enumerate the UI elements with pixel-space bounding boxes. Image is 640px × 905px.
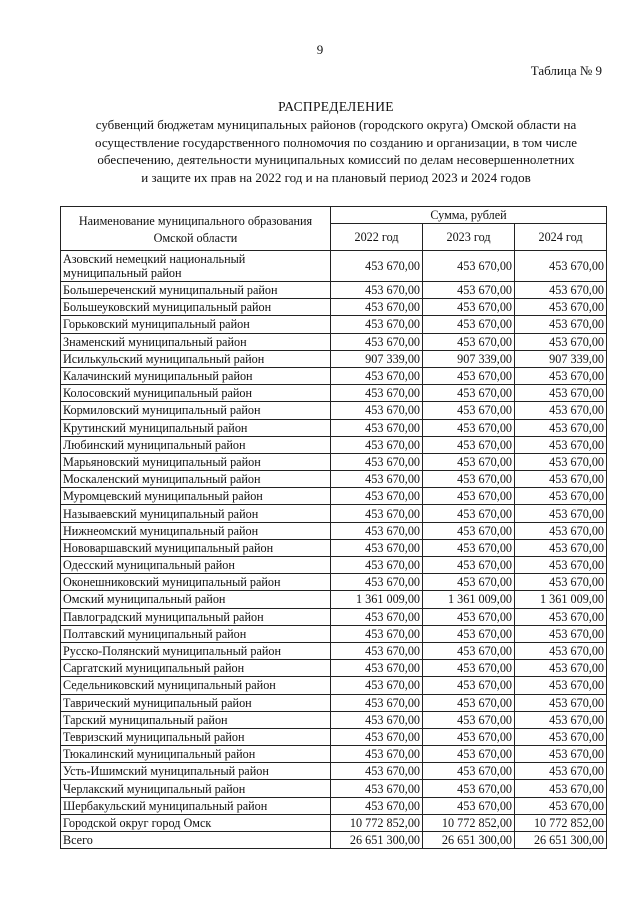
amount-2024: 453 670,00 bbox=[515, 402, 607, 419]
table-row bbox=[61, 763, 607, 780]
amount-2023: 10 772 852,00 bbox=[423, 814, 515, 831]
amount-2022: 453 670,00 bbox=[331, 333, 423, 350]
amount-2022: 453 670,00 bbox=[331, 488, 423, 505]
municipality-name: Большеуковский муниципальный район bbox=[61, 299, 331, 316]
table-row bbox=[61, 642, 607, 659]
amount-2023: 453 670,00 bbox=[423, 282, 515, 299]
amount-2023: 453 670,00 bbox=[423, 385, 515, 402]
amount-2022: 453 670,00 bbox=[331, 471, 423, 488]
table-row bbox=[61, 746, 607, 763]
page-number: 9 bbox=[316, 42, 324, 57]
amount-2024: 453 670,00 bbox=[515, 763, 607, 780]
amount-2024: 453 670,00 bbox=[515, 711, 607, 728]
amount-2022: 453 670,00 bbox=[331, 642, 423, 659]
municipality-name: Большереченский муниципальный район bbox=[61, 282, 331, 299]
table-row bbox=[61, 677, 607, 694]
amount-2023: 453 670,00 bbox=[423, 557, 515, 574]
municipality-name: Знаменский муниципальный район bbox=[61, 333, 331, 350]
amount-2023: 453 670,00 bbox=[423, 251, 515, 282]
table-row bbox=[61, 251, 607, 282]
table-row bbox=[61, 367, 607, 384]
table-row bbox=[61, 625, 607, 642]
amount-2022: 453 670,00 bbox=[331, 282, 423, 299]
municipality-name: Таврический муниципальный район bbox=[61, 694, 331, 711]
municipality-name: Оконешниковский муниципальный район bbox=[61, 574, 331, 591]
amount-2022: 453 670,00 bbox=[331, 453, 423, 470]
amount-2024: 453 670,00 bbox=[515, 557, 607, 574]
amount-2023: 453 670,00 bbox=[423, 522, 515, 539]
table-row bbox=[61, 728, 607, 745]
table-row bbox=[61, 453, 607, 470]
amount-2023: 453 670,00 bbox=[423, 608, 515, 625]
header-year-2024: 2024 год bbox=[515, 224, 607, 251]
amount-2024: 453 670,00 bbox=[515, 299, 607, 316]
subtitle-line: обеспечению, деятельности муниципальных комиссий по делам несовершеннолетних bbox=[97, 152, 575, 167]
table-row bbox=[61, 350, 607, 367]
municipality-name: Марьяновский муниципальный район bbox=[61, 453, 331, 470]
distribution-table bbox=[60, 206, 607, 849]
municipality-name: Тевризский муниципальный район bbox=[61, 728, 331, 745]
table-row bbox=[61, 299, 607, 316]
amount-2024: 453 670,00 bbox=[515, 797, 607, 814]
amount-2022: 453 670,00 bbox=[331, 625, 423, 642]
amount-2022: 453 670,00 bbox=[331, 711, 423, 728]
municipality-name: Омский муниципальный район bbox=[61, 591, 331, 608]
amount-2023: 453 670,00 bbox=[423, 367, 515, 384]
table-row bbox=[61, 385, 607, 402]
amount-2022: 453 670,00 bbox=[331, 574, 423, 591]
amount-2022: 453 670,00 bbox=[331, 419, 423, 436]
amount-2023: 453 670,00 bbox=[423, 471, 515, 488]
municipality-name: Горьковский муниципальный район bbox=[61, 316, 331, 333]
municipality-name: Седельниковский муниципальный район bbox=[61, 677, 331, 694]
amount-2024: 453 670,00 bbox=[515, 488, 607, 505]
amount-2024: 453 670,00 bbox=[515, 453, 607, 470]
table-row bbox=[61, 780, 607, 797]
amount-2023: 453 670,00 bbox=[423, 488, 515, 505]
table-row bbox=[61, 832, 607, 849]
amount-2023: 453 670,00 bbox=[423, 660, 515, 677]
amount-2024: 453 670,00 bbox=[515, 574, 607, 591]
table-row bbox=[61, 591, 607, 608]
amount-2022: 453 670,00 bbox=[331, 660, 423, 677]
subtitle-line: осуществление государственного полномочия по созданию и организации, в том числе bbox=[95, 134, 577, 150]
table-row bbox=[61, 557, 607, 574]
document-title: РАСПРЕДЕЛЕНИЕ bbox=[278, 99, 394, 114]
municipality-name: Муромцевский муниципальный район bbox=[61, 488, 331, 505]
amount-2022: 907 339,00 bbox=[331, 350, 423, 367]
amount-2023: 453 670,00 bbox=[423, 797, 515, 814]
header-year-2023: 2023 год bbox=[423, 224, 515, 251]
municipality-name: Нижнеомский муниципальный район bbox=[61, 522, 331, 539]
amount-2024: 453 670,00 bbox=[515, 385, 607, 402]
table-row bbox=[61, 419, 607, 436]
table-row bbox=[61, 402, 607, 419]
amount-2023: 453 670,00 bbox=[423, 677, 515, 694]
amount-2023: 453 670,00 bbox=[423, 642, 515, 659]
amount-2024: 453 670,00 bbox=[515, 471, 607, 488]
amount-2022: 453 670,00 bbox=[331, 608, 423, 625]
amount-2023: 453 670,00 bbox=[423, 539, 515, 556]
amount-2023: 453 670,00 bbox=[423, 728, 515, 745]
amount-2022: 26 651 300,00 bbox=[331, 832, 423, 849]
municipality-name: Черлакский муниципальный район bbox=[61, 780, 331, 797]
amount-2024: 453 670,00 bbox=[515, 505, 607, 522]
amount-2022: 453 670,00 bbox=[331, 763, 423, 780]
amount-2022: 453 670,00 bbox=[331, 299, 423, 316]
amount-2023: 453 670,00 bbox=[423, 574, 515, 591]
header-sum: Сумма, рублей bbox=[331, 207, 607, 224]
municipality-name: Тарский муниципальный район bbox=[61, 711, 331, 728]
municipality-name: Азовский немецкий национальный муниципальный район bbox=[61, 251, 331, 282]
amount-2023: 453 670,00 bbox=[423, 505, 515, 522]
municipality-name: Любинский муниципальный район bbox=[61, 436, 331, 453]
table-row bbox=[61, 471, 607, 488]
table-row bbox=[61, 488, 607, 505]
amount-2023: 453 670,00 bbox=[423, 763, 515, 780]
amount-2024: 453 670,00 bbox=[515, 539, 607, 556]
amount-2023: 453 670,00 bbox=[423, 402, 515, 419]
amount-2024: 10 772 852,00 bbox=[515, 814, 607, 831]
amount-2023: 453 670,00 bbox=[423, 453, 515, 470]
table-row bbox=[61, 711, 607, 728]
amount-2022: 453 670,00 bbox=[331, 367, 423, 384]
table-body bbox=[61, 251, 607, 849]
amount-2024: 453 670,00 bbox=[515, 660, 607, 677]
municipality-name: Всего bbox=[61, 832, 331, 849]
amount-2024: 1 361 009,00 bbox=[515, 591, 607, 608]
amount-2024: 453 670,00 bbox=[515, 642, 607, 659]
municipality-name: Крутинский муниципальный район bbox=[61, 419, 331, 436]
subtitle-line: субвенций бюджетам муниципальных районов (городского округа) Омской области на bbox=[95, 117, 577, 132]
amount-2023: 907 339,00 bbox=[423, 350, 515, 367]
municipality-name: Усть-Ишимский муниципальный район bbox=[61, 763, 331, 780]
amount-2024: 453 670,00 bbox=[515, 251, 607, 282]
amount-2022: 453 670,00 bbox=[331, 385, 423, 402]
document-subtitle bbox=[60, 116, 612, 186]
amount-2024: 453 670,00 bbox=[515, 419, 607, 436]
amount-2024: 453 670,00 bbox=[515, 436, 607, 453]
header-name: Наименование муниципального образования Омской области bbox=[61, 207, 331, 251]
amount-2024: 453 670,00 bbox=[515, 677, 607, 694]
amount-2023: 1 361 009,00 bbox=[423, 591, 515, 608]
amount-2024: 453 670,00 bbox=[515, 746, 607, 763]
amount-2024: 453 670,00 bbox=[515, 522, 607, 539]
amount-2022: 453 670,00 bbox=[331, 797, 423, 814]
table-row bbox=[61, 797, 607, 814]
municipality-name: Кормиловский муниципальный район bbox=[61, 402, 331, 419]
amount-2022: 453 670,00 bbox=[331, 505, 423, 522]
table-row bbox=[61, 814, 607, 831]
amount-2022: 453 670,00 bbox=[331, 780, 423, 797]
amount-2022: 453 670,00 bbox=[331, 522, 423, 539]
municipality-name: Москаленский муниципальный район bbox=[61, 471, 331, 488]
amount-2023: 453 670,00 bbox=[423, 694, 515, 711]
amount-2023: 453 670,00 bbox=[423, 625, 515, 642]
subtitle-line: и защите их прав на 2022 год и на плановый период 2023 и 2024 годов bbox=[141, 169, 531, 185]
municipality-name: Колосовский муниципальный район bbox=[61, 385, 331, 402]
amount-2024: 453 670,00 bbox=[515, 367, 607, 384]
amount-2024: 453 670,00 bbox=[515, 625, 607, 642]
amount-2022: 10 772 852,00 bbox=[331, 814, 423, 831]
table-row bbox=[61, 436, 607, 453]
header-year-2022: 2022 год bbox=[331, 224, 423, 251]
amount-2023: 453 670,00 bbox=[423, 419, 515, 436]
municipality-name: Городской округ город Омск bbox=[61, 814, 331, 831]
municipality-name: Шербакульский муниципальный район bbox=[61, 797, 331, 814]
amount-2022: 453 670,00 bbox=[331, 677, 423, 694]
amount-2022: 1 361 009,00 bbox=[331, 591, 423, 608]
amount-2022: 453 670,00 bbox=[331, 728, 423, 745]
amount-2022: 453 670,00 bbox=[331, 557, 423, 574]
table-row bbox=[61, 694, 607, 711]
amount-2024: 453 670,00 bbox=[515, 333, 607, 350]
amount-2024: 26 651 300,00 bbox=[515, 832, 607, 849]
municipality-name: Полтавский муниципальный район bbox=[61, 625, 331, 642]
amount-2023: 26 651 300,00 bbox=[423, 832, 515, 849]
table-row bbox=[61, 608, 607, 625]
amount-2024: 453 670,00 bbox=[515, 780, 607, 797]
municipality-name: Нововаршавский муниципальный район bbox=[61, 539, 331, 556]
amount-2023: 453 670,00 bbox=[423, 436, 515, 453]
municipality-name: Русско-Полянский муниципальный район bbox=[61, 642, 331, 659]
amount-2024: 453 670,00 bbox=[515, 694, 607, 711]
table-row bbox=[61, 282, 607, 299]
municipality-name: Саргатский муниципальный район bbox=[61, 660, 331, 677]
amount-2024: 453 670,00 bbox=[515, 608, 607, 625]
amount-2022: 453 670,00 bbox=[331, 694, 423, 711]
municipality-name: Исилькульский муниципальный район bbox=[61, 350, 331, 367]
amount-2022: 453 670,00 bbox=[331, 402, 423, 419]
table-row bbox=[61, 505, 607, 522]
amount-2024: 453 670,00 bbox=[515, 728, 607, 745]
amount-2022: 453 670,00 bbox=[331, 251, 423, 282]
table-row bbox=[61, 316, 607, 333]
amount-2023: 453 670,00 bbox=[423, 333, 515, 350]
municipality-name: Калачинский муниципальный район bbox=[61, 367, 331, 384]
amount-2023: 453 670,00 bbox=[423, 746, 515, 763]
municipality-name: Называевский муниципальный район bbox=[61, 505, 331, 522]
table-label: Таблица № 9 bbox=[530, 63, 602, 78]
table-row bbox=[61, 574, 607, 591]
amount-2022: 453 670,00 bbox=[331, 316, 423, 333]
amount-2022: 453 670,00 bbox=[331, 539, 423, 556]
amount-2022: 453 670,00 bbox=[331, 436, 423, 453]
amount-2024: 453 670,00 bbox=[515, 282, 607, 299]
amount-2023: 453 670,00 bbox=[423, 711, 515, 728]
amount-2023: 453 670,00 bbox=[423, 299, 515, 316]
municipality-name: Павлоградский муниципальный район bbox=[61, 608, 331, 625]
table-row bbox=[61, 522, 607, 539]
table-row bbox=[61, 660, 607, 677]
amount-2022: 453 670,00 bbox=[331, 746, 423, 763]
municipality-name: Тюкалинский муниципальный район bbox=[61, 746, 331, 763]
amount-2024: 453 670,00 bbox=[515, 316, 607, 333]
table-row bbox=[61, 539, 607, 556]
amount-2023: 453 670,00 bbox=[423, 316, 515, 333]
table-row bbox=[61, 333, 607, 350]
amount-2024: 907 339,00 bbox=[515, 350, 607, 367]
municipality-name: Одесский муниципальный район bbox=[61, 557, 331, 574]
amount-2023: 453 670,00 bbox=[423, 780, 515, 797]
